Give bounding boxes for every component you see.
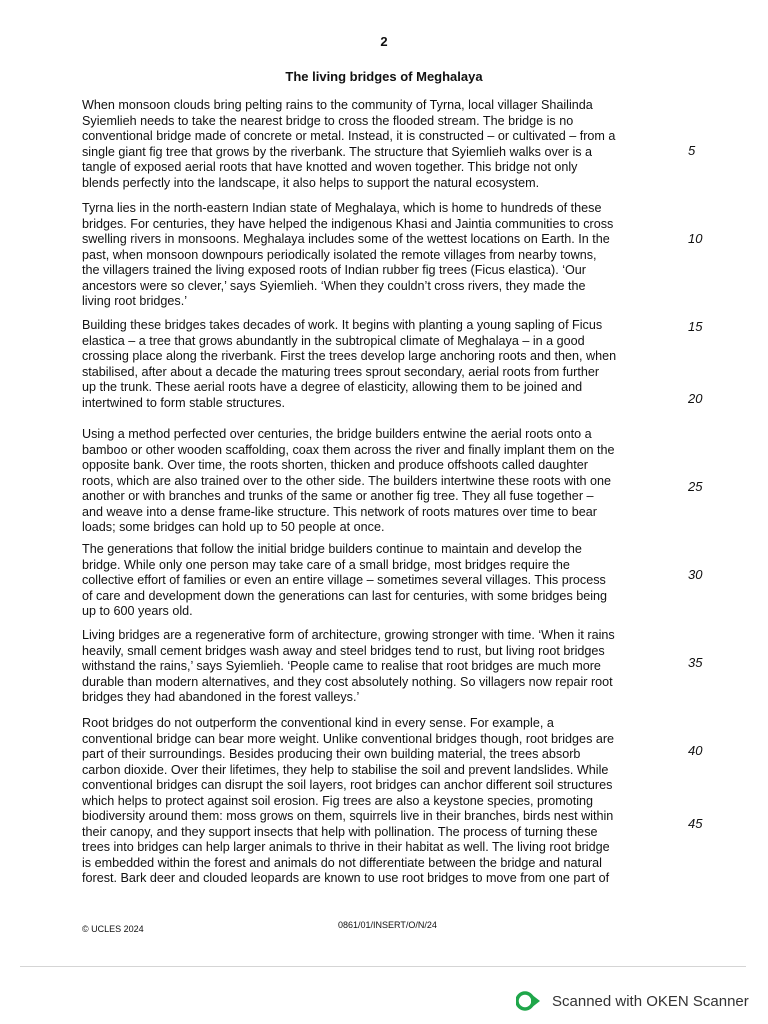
- text-line: of care and development down the generations can last for centuries, with some bridges being: [82, 588, 608, 603]
- paragraph-4: [82, 427, 672, 536]
- text-line: and weave into a dense frame-like structure. This network of roots matures over time to bear: [82, 504, 597, 519]
- text-line: heavily, small cement bridges wash away and steel bridges tend to rust, but living root bridges: [82, 643, 605, 658]
- paragraph-3: [82, 318, 672, 411]
- line-number: 40: [688, 743, 703, 758]
- text-line: biodiversity around them: moss grows on them, squirrels live in their branches, birds nest within: [82, 809, 614, 823]
- scanner-watermark: [516, 990, 749, 1012]
- text-line: Root bridges do not outperform the conventional kind in every sense. For example, a: [82, 716, 554, 730]
- text-line: conventional bridge can bear more weight. Unlike conventional bridges though, root bridges are: [82, 731, 615, 746]
- text-line: bridge. While only one person may take care of a small bridge, most bridges require the: [82, 557, 570, 572]
- text-line: up the trunk. These aerial roots have a degree of elasticity, allowing them to be joined and: [82, 380, 583, 394]
- page-number: 2: [380, 34, 388, 49]
- line-number: 10: [688, 231, 703, 246]
- line-number: 35: [688, 655, 703, 670]
- text-line: roots, which are also trained over to the other side. The builders intertwine these roots with one: [82, 473, 611, 488]
- text-line: carbon dioxide. Over their lifetimes, they help to stabilise the soil and prevent landslides. While: [82, 762, 609, 777]
- line-number: 5: [688, 143, 696, 158]
- line-number: 25: [688, 479, 703, 494]
- text-line: Syiemlieh needs to take the nearest bridge to cross the flooded stream. The bridge is no: [82, 113, 574, 128]
- text-line: Building these bridges takes decades of work. It begins with planting a young sapling of Ficus: [82, 318, 603, 332]
- text-line: past, when monsoon downpours periodically isolated the remote villages from nearby towns,: [82, 247, 597, 262]
- document-code: 0861/01/INSERT/O/N/24: [338, 920, 437, 930]
- text-line: loads; some bridges can hold up to 50 people at once.: [82, 520, 385, 534]
- text-line: the villagers trained the living exposed roots of Indian rubber fig trees (Ficus elastica). ‘Our: [82, 263, 586, 277]
- text-line: collective effort of families or even an entire village – sometimes several villages. This process: [82, 573, 606, 587]
- paragraph-7: [82, 716, 672, 887]
- text-line: When monsoon clouds bring pelting rains to the community of Tyrna, local villager Shailinda: [82, 98, 593, 112]
- text-line: ancestors were so clever,’ says Syiemlieh. ‘When they couldn’t cross rivers, they made the: [82, 278, 586, 293]
- text-line: trees into bridges can help larger animals to thrive in their habitat as well. The living root bridge: [82, 840, 610, 854]
- paragraph-2: [82, 201, 672, 310]
- scanner-logo-icon: [516, 990, 542, 1012]
- text-line: tangle of exposed aerial roots that have knotted and woven together. This bridge not only: [82, 160, 578, 174]
- text-line: part of their surroundings. Besides producing their own building material, the trees absorb: [82, 747, 581, 761]
- text-line: living root bridges.’: [82, 294, 187, 308]
- text-line: Using a method perfected over centuries, the bridge builders entwine the aerial roots onto a: [82, 427, 592, 441]
- text-line: bamboo or other wooden scaffolding, coax them across the river and finally implant them on the: [82, 442, 615, 457]
- text-line: is embedded within the forest and animals do not differentiate between the bridge and natural: [82, 855, 602, 870]
- document-title: The living bridges of Meghalaya: [285, 69, 483, 84]
- text-line: durable than modern alternatives, and they cost absolutely nothing. So villagers now repair root: [82, 674, 613, 689]
- line-number: 20: [688, 391, 703, 406]
- text-line: single giant fig tree that grows by the riverbank. The structure that Syiemlieh walks over is a: [82, 144, 593, 159]
- paragraph-1: [82, 98, 672, 191]
- text-line: The generations that follow the initial bridge builders continue to maintain and develop the: [82, 542, 582, 556]
- text-line: which helps to protect against soil erosion. Fig trees are also a keystone species, promoting: [82, 793, 594, 808]
- text-line: bridges they had abandoned in the forest valleys.’: [82, 690, 360, 704]
- scanner-label: Scanned with OKEN Scanner: [552, 992, 749, 1010]
- text-line: opposite bank. Over time, the roots shorten, thicken and produce offshoots called daughter: [82, 458, 588, 472]
- text-line: bridges. For centuries, they have helped the indigenous Khasi and Jaintia communities to cross: [82, 216, 614, 231]
- paragraph-6: [82, 628, 672, 706]
- text-line: swelling rivers in monsoons. Meghalaya includes some of the wettest locations on Earth. In the: [82, 232, 610, 246]
- text-line: blends perfectly into the landscape, it also helps to support the natural ecosystem.: [82, 175, 540, 190]
- line-number: 15: [688, 319, 703, 334]
- page-bottom-rule: [20, 966, 746, 967]
- text-line: elastica – a tree that grows abundantly in the subtropical climate of Meghalaya – in a good: [82, 333, 585, 348]
- text-line: their canopy, and they support insects that help with pollination. The process of turning these: [82, 824, 598, 839]
- text-line: Tyrna lies in the north-eastern Indian state of Meghalaya, which is home to hundreds of these: [82, 201, 602, 215]
- text-line: another or with branches and trunks of the same or another fig tree. They all fuse together –: [82, 489, 594, 503]
- line-number: 45: [688, 816, 703, 831]
- text-line: conventional bridges can disrupt the soil layers, root bridges can anchor different soil structures: [82, 778, 613, 792]
- text-line: crossing place along the riverbank. First the trees develop large anchoring roots and then, when: [82, 349, 617, 363]
- copyright-footer: © UCLES 2024: [82, 924, 144, 934]
- text-line: withstand the rains,’ says Syiemlieh. ‘People came to realise that root bridges are much more: [82, 659, 601, 673]
- text-line: conventional bridge made of concrete or metal. Instead, it is constructed – or cultivated – from a: [82, 129, 616, 143]
- text-line: stabilised, after about a decade the maturing trees sprout secondary, aerial roots from further: [82, 364, 600, 379]
- line-number: 30: [688, 567, 703, 582]
- paragraph-5: [82, 542, 672, 620]
- text-line: forest. Bark deer and clouded leopards are known to use root bridges to move from one part of: [82, 871, 610, 885]
- text-line: Living bridges are a regenerative form of architecture, growing stronger with time. ‘When it rains: [82, 628, 615, 642]
- text-line: up to 600 years old.: [82, 604, 193, 618]
- text-line: intertwined to form stable structures.: [82, 395, 285, 410]
